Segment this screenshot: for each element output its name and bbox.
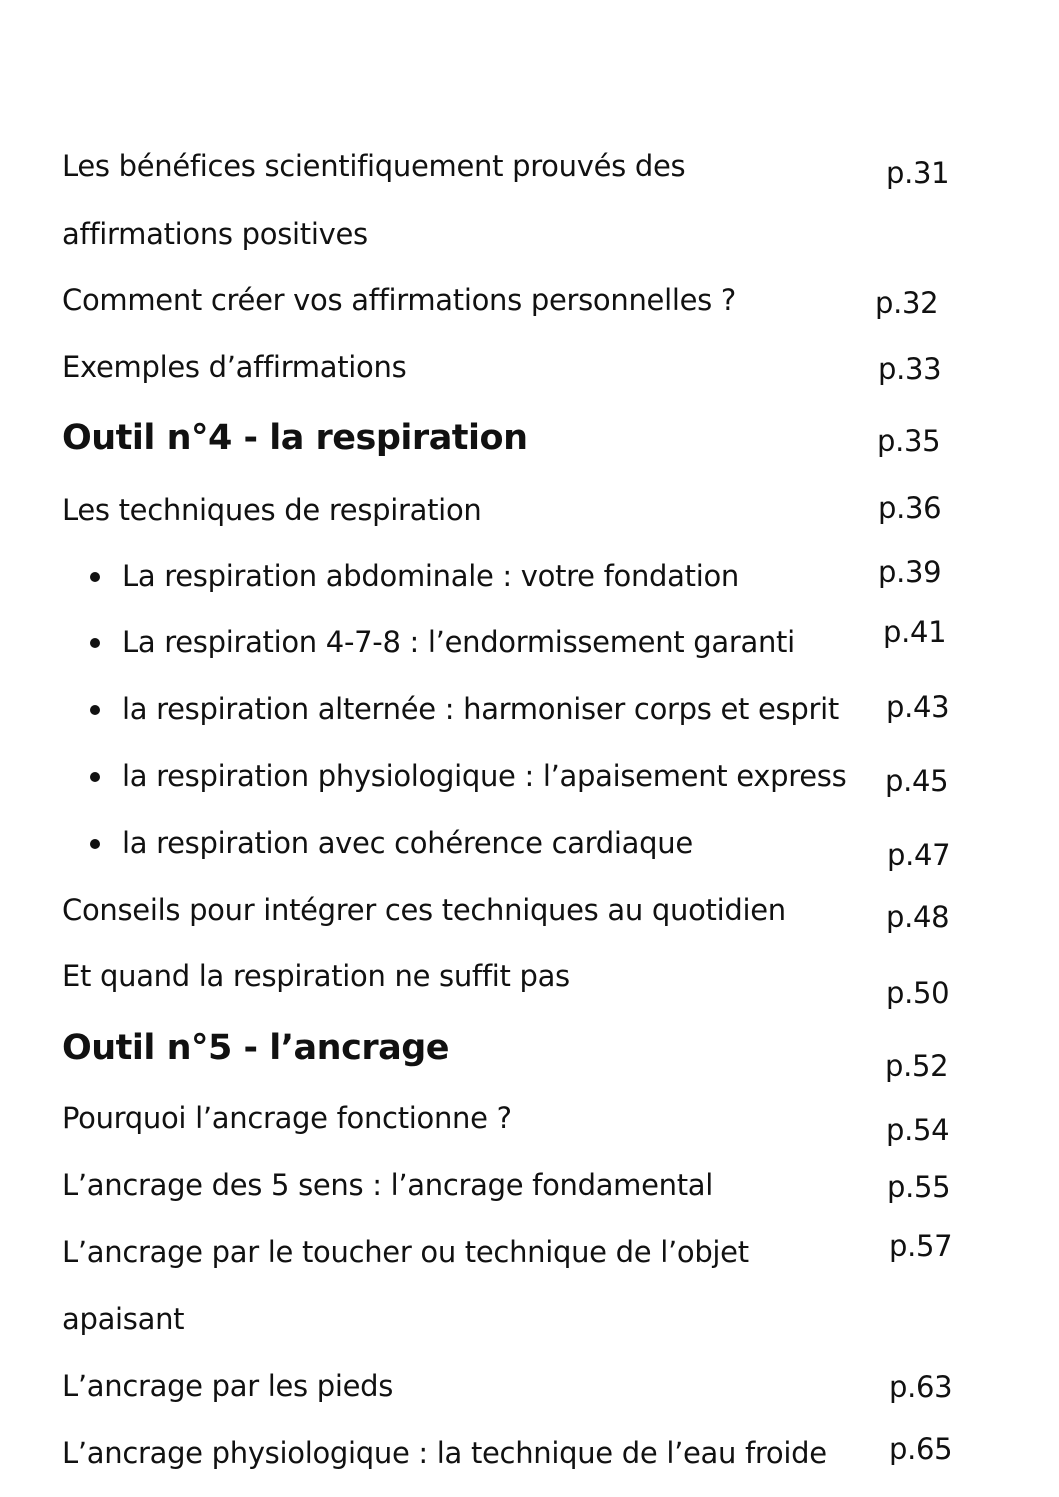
toc-subentry-title[interactable]: la respiration alternée : harmoniser corps et esprit: [122, 692, 839, 726]
bullet-icon: [90, 705, 100, 715]
toc-page-number[interactable]: p.36: [878, 491, 942, 525]
toc-entry-title[interactable]: Comment créer vos affirmations personnelles ?: [62, 283, 736, 317]
toc-page-number[interactable]: p.31: [886, 156, 950, 190]
toc-page-number[interactable]: p.48: [886, 900, 950, 934]
toc-section-heading[interactable]: Outil n°4 - la respiration: [62, 418, 528, 458]
toc-entry-title[interactable]: Exemples d’affirmations: [62, 350, 407, 384]
toc-subentry-title[interactable]: la respiration physiologique : l’apaisement express: [122, 759, 847, 793]
toc-subentry-title[interactable]: La respiration abdominale : votre fondation: [122, 559, 739, 593]
toc-page-number[interactable]: p.57: [889, 1229, 953, 1263]
toc-page-number[interactable]: p.32: [875, 286, 939, 320]
bullet-icon: [90, 839, 100, 849]
toc-entry-title[interactable]: Les bénéfices scientifiquement prouvés des: [62, 149, 686, 183]
toc-entry-title[interactable]: Les techniques de respiration: [62, 493, 482, 527]
bullet-icon: [90, 638, 100, 648]
toc-page-number[interactable]: p.65: [889, 1432, 953, 1466]
toc-page-number[interactable]: p.47: [887, 838, 951, 872]
toc-subentry-title[interactable]: la respiration avec cohérence cardiaque: [122, 826, 693, 860]
toc-entry-title[interactable]: Pourquoi l’ancrage fonctionne ?: [62, 1101, 512, 1135]
toc-page-number[interactable]: p.39: [878, 555, 942, 589]
toc-page-number[interactable]: p.52: [885, 1049, 949, 1083]
toc-page-number[interactable]: p.55: [887, 1170, 951, 1204]
toc-subentry-title[interactable]: La respiration 4-7-8 : l’endormissement garanti: [122, 625, 795, 659]
toc-page-number[interactable]: p.45: [885, 764, 949, 798]
toc-entry-title[interactable]: L’ancrage physiologique : la technique de l’eau froide: [62, 1436, 827, 1470]
toc-entry-title[interactable]: L’ancrage par le toucher ou technique de l’objet: [62, 1235, 749, 1269]
toc-page-number[interactable]: p.63: [889, 1370, 953, 1404]
toc-entry-title-continued[interactable]: affirmations positives: [62, 217, 368, 251]
toc-page-number[interactable]: p.41: [883, 615, 947, 649]
bullet-icon: [90, 572, 100, 582]
toc-page-number[interactable]: p.54: [886, 1113, 950, 1147]
toc-entry-title[interactable]: L’ancrage des 5 sens : l’ancrage fondamental: [62, 1168, 714, 1202]
toc-page-number[interactable]: p.33: [878, 352, 942, 386]
toc-entry-title[interactable]: Conseils pour intégrer ces techniques au quotidien: [62, 893, 786, 927]
bullet-icon: [90, 772, 100, 782]
toc-page-number[interactable]: p.43: [886, 690, 950, 724]
toc-page-number[interactable]: p.35: [877, 424, 941, 458]
toc-entry-title[interactable]: L’ancrage par les pieds: [62, 1369, 394, 1403]
toc-entry-title-continued[interactable]: apaisant: [62, 1302, 185, 1336]
toc-entry-title[interactable]: Et quand la respiration ne suffit pas: [62, 959, 570, 993]
toc-section-heading[interactable]: Outil n°5 - l’ancrage: [62, 1028, 449, 1068]
toc-page-number[interactable]: p.50: [886, 976, 950, 1010]
